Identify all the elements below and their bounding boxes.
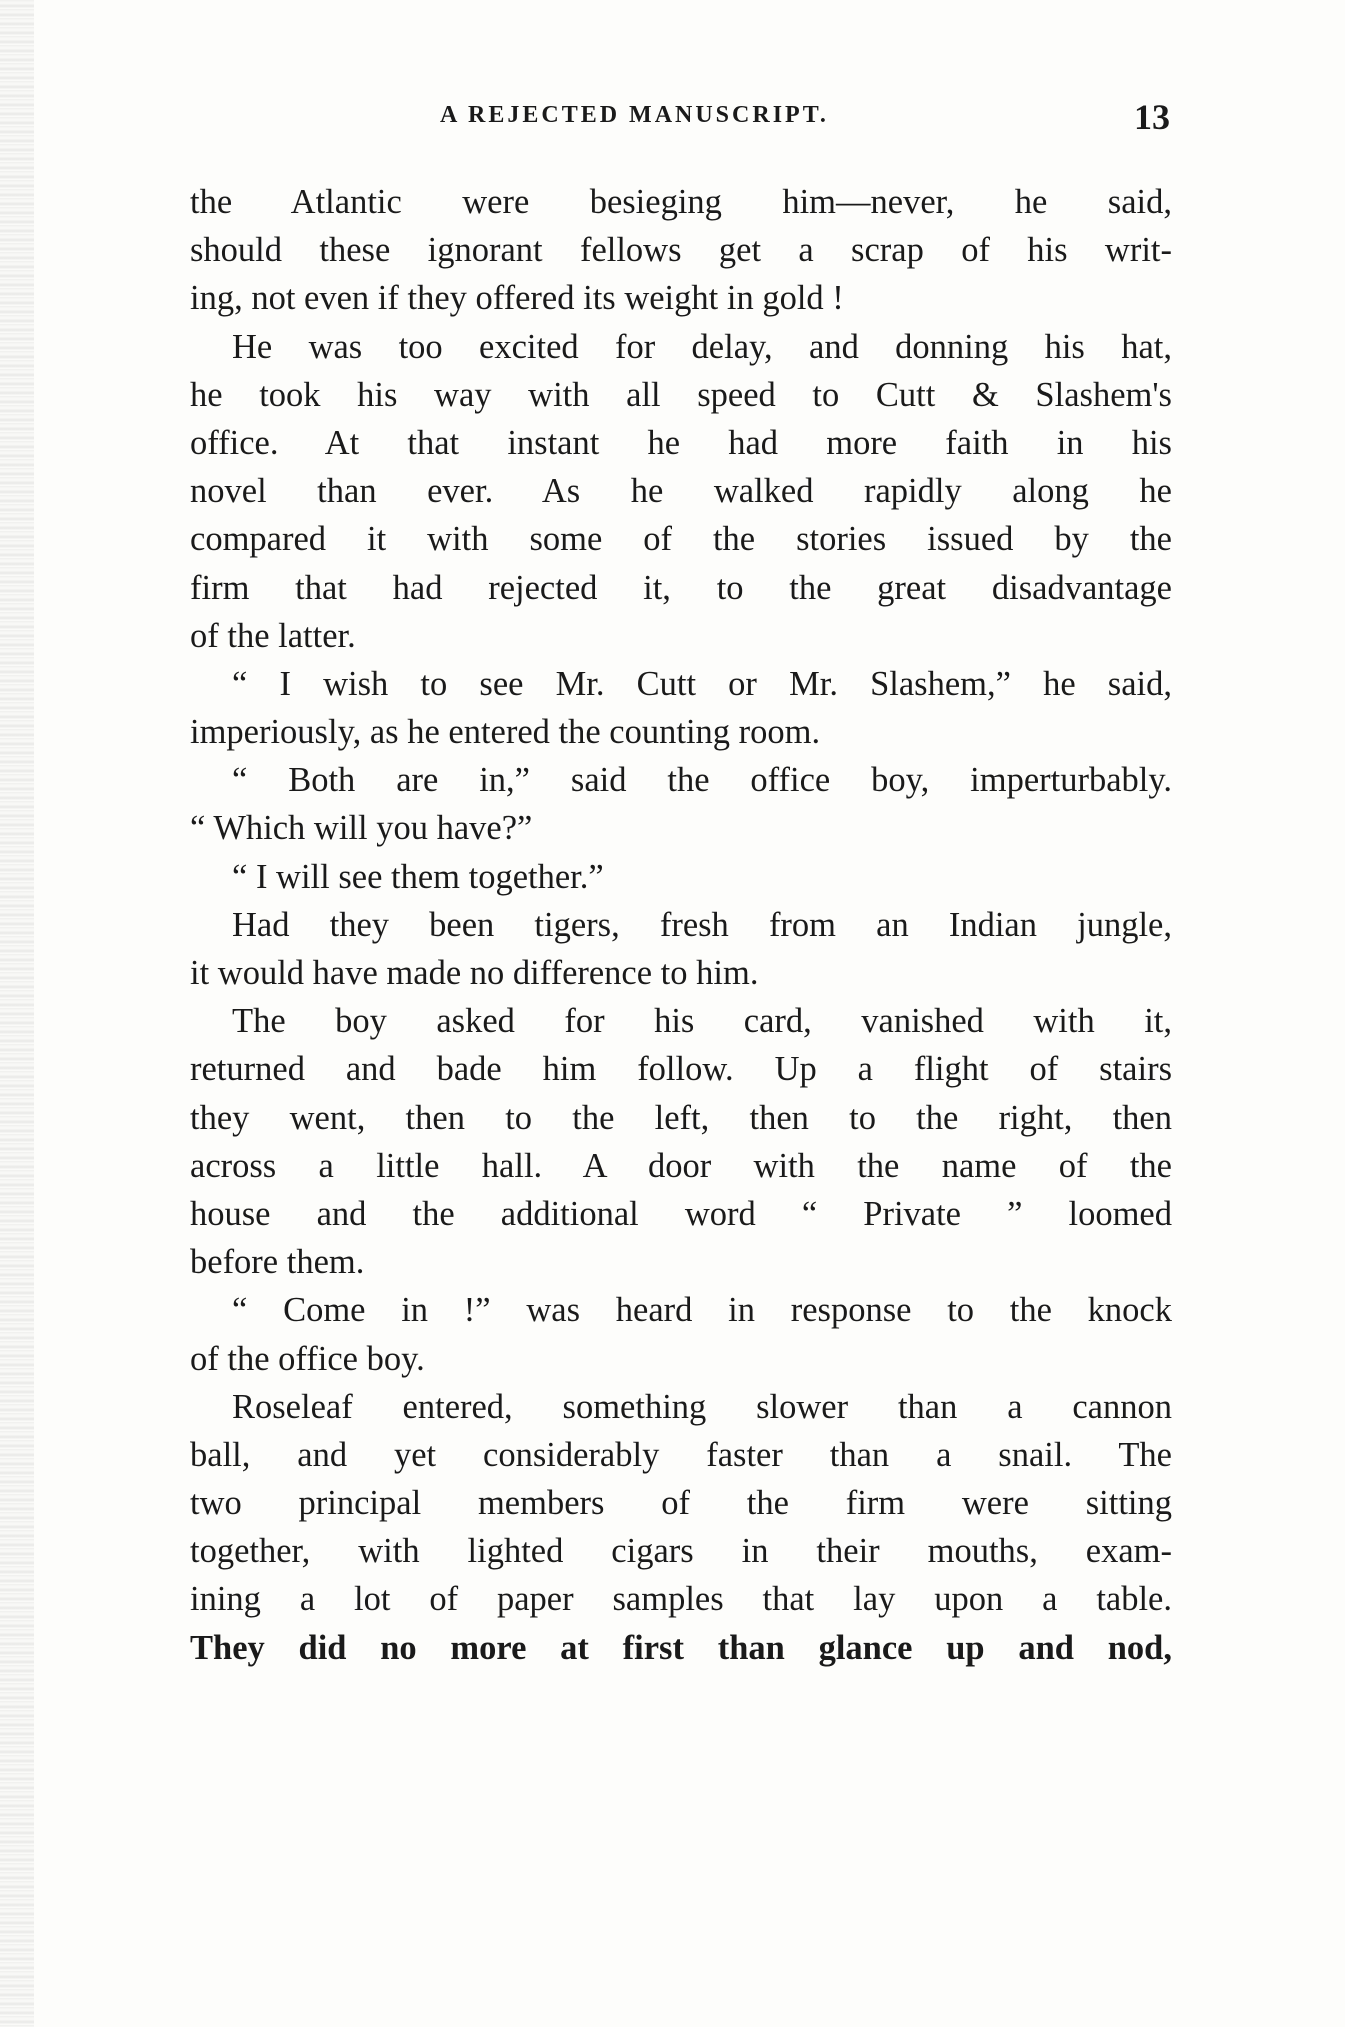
text-line: ball, and yet considerably faster than a snail. The xyxy=(190,1435,1172,1474)
text-line: before them. xyxy=(190,1243,365,1282)
text-line: Had they been tigers, fresh from an Indian jungle, xyxy=(232,905,1172,944)
text-line: office. At that instant he had more faith in his xyxy=(190,423,1172,462)
text-line: firm that had rejected it, to the great disadvantage xyxy=(190,568,1172,607)
text-line: “ I will see them together.” xyxy=(232,857,604,896)
text-line: house and the additional word “ Private ” loomed xyxy=(190,1194,1172,1233)
text-line: ing, not even if they offered its weight in gold ! xyxy=(190,279,844,318)
text-line: ining a lot of paper samples that lay upon a table. xyxy=(190,1580,1172,1619)
text-line: he took his way with all speed to Cutt & Slashem's xyxy=(190,375,1172,414)
text-line: of the office boy. xyxy=(190,1339,425,1378)
body-text xyxy=(190,178,1172,1672)
page-number: 13 xyxy=(1134,97,1170,137)
text-line: the Atlantic were besieging him—never, he said, xyxy=(190,183,1172,221)
text-line: The boy asked for his card, vanished with it, xyxy=(232,1002,1172,1041)
running-head xyxy=(190,96,1170,136)
text-line: “ Which will you have?” xyxy=(190,809,533,848)
text-line: Roseleaf entered, something slower than a cannon xyxy=(232,1387,1172,1426)
text-line: compared it with some of the stories issued by the xyxy=(190,520,1172,559)
text-line: they went, then to the left, then to the right, then xyxy=(190,1098,1172,1137)
text-line: “ Come in !” was heard in response to the knock xyxy=(232,1291,1172,1330)
text-line: together, with lighted cigars in their mouths, exam- xyxy=(190,1532,1172,1571)
text-line: “ Both are in,” said the office boy, imperturbably. xyxy=(232,761,1172,800)
text-line: imperiously, as he entered the counting room. xyxy=(190,713,821,752)
text-line: of the latter. xyxy=(190,616,356,655)
running-title: A REJECTED MANUSCRIPT. xyxy=(440,102,829,128)
text-line: should these ignorant fellows get a scrap of his writ- xyxy=(190,231,1172,270)
text-line: They did no more at first than glance up and nod, xyxy=(190,1628,1172,1667)
text-line: He was too excited for delay, and donning his hat, xyxy=(232,327,1172,366)
text-line: “ I wish to see Mr. Cutt or Mr. Slashem,” he said, xyxy=(232,664,1172,703)
text-line: two principal members of the firm were sitting xyxy=(190,1484,1172,1523)
text-line: novel than ever. As he walked rapidly along he xyxy=(190,472,1172,511)
text-line: across a little hall. A door with the name of the xyxy=(190,1146,1172,1185)
binding-edge xyxy=(0,0,34,2027)
text-line: returned and bade him follow. Up a flight of stairs xyxy=(190,1050,1172,1089)
text-line: it would have made no difference to him. xyxy=(190,954,759,992)
